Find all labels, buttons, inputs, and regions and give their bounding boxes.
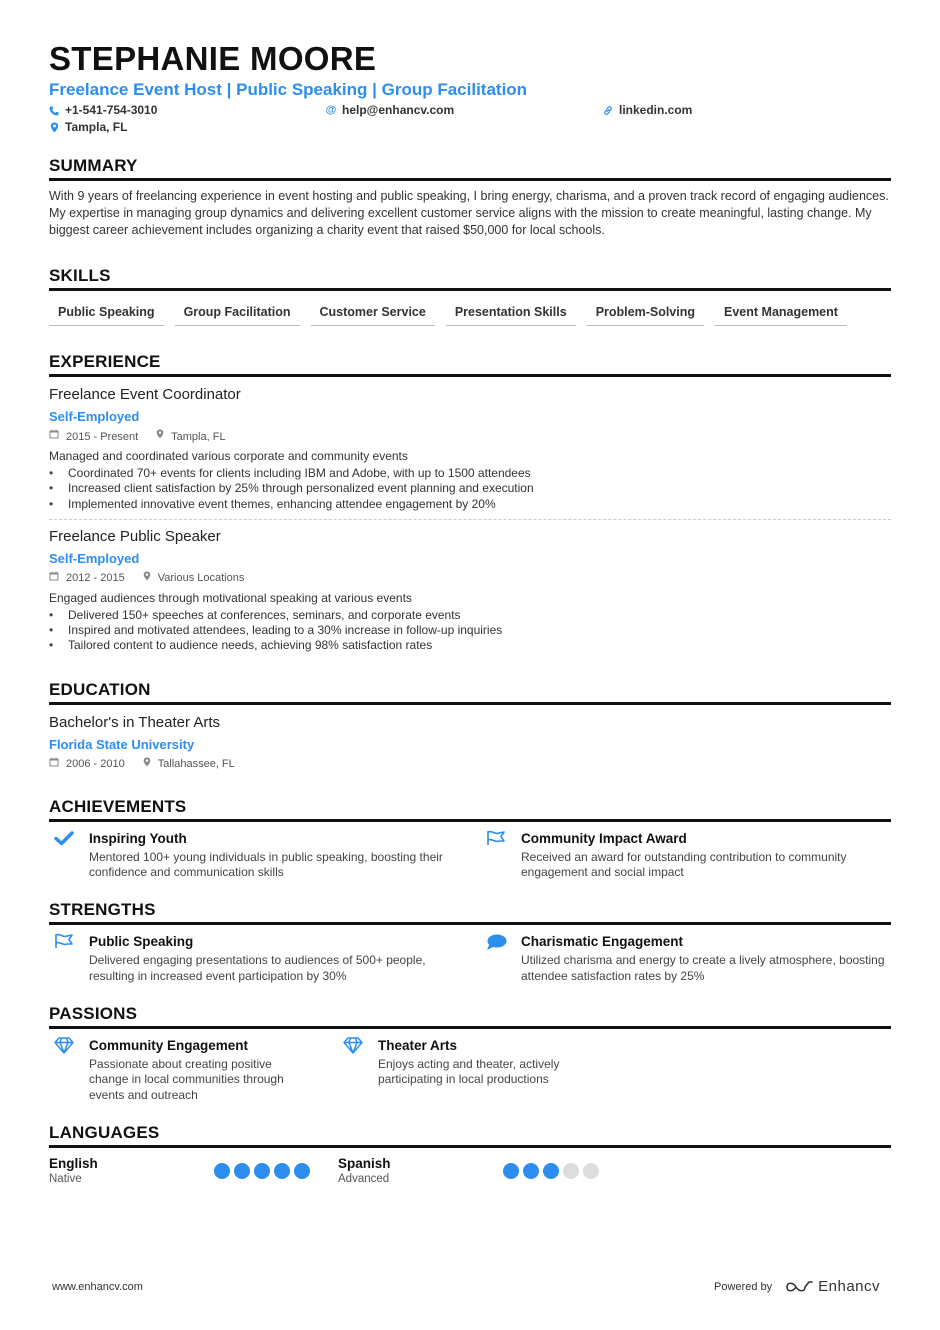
language-level: Native	[49, 1172, 82, 1185]
at-icon: @	[325, 104, 337, 116]
education-heading: EDUCATION	[49, 680, 891, 705]
skills-heading: SKILLS	[49, 266, 891, 291]
achievements-heading: ACHIEVEMENTS	[49, 797, 891, 822]
email-text[interactable]: help@enhancv.com	[342, 103, 455, 117]
checkmark-icon	[49, 830, 79, 881]
skill-tag: Presentation Skills	[446, 305, 576, 326]
education-location: Tallahassee, FL	[143, 757, 235, 772]
language-name: English	[49, 1155, 98, 1171]
job-title: Freelance Event Coordinator	[49, 386, 241, 403]
powered-by-label: Powered by	[714, 1280, 773, 1293]
phone-icon	[49, 106, 59, 116]
passion-item	[338, 1037, 598, 1103]
experience-heading: EXPERIENCE	[49, 352, 891, 377]
footer-brand	[714, 1278, 880, 1295]
strength-text: Delivered engaging presentations to audiences of 500+ people, resulting in increased event participation by 30%	[89, 953, 426, 983]
education-section	[49, 680, 891, 772]
education-entry	[49, 714, 891, 772]
language-rating	[214, 1163, 310, 1187]
skill-tag: Customer Service	[311, 305, 435, 326]
job-location: Various Locations	[143, 571, 245, 586]
passions-grid	[49, 1037, 891, 1103]
entry-divider	[49, 519, 891, 520]
location-text: Tampla, FL	[65, 120, 128, 134]
education-meta	[49, 757, 891, 772]
strengths-heading: STRENGTHS	[49, 900, 891, 925]
rating-dot-filled	[523, 1163, 539, 1179]
contact-linkedin[interactable]	[603, 102, 692, 119]
degree-title: Bachelor's in Theater Arts	[49, 713, 221, 731]
rating-dot-filled	[503, 1163, 519, 1179]
strength-title: Public Speaking	[89, 934, 194, 950]
candidate-headline: Freelance Event Host | Public Speaking | Group Facilitation	[49, 80, 528, 99]
enhancv-logo-mark	[784, 1279, 814, 1295]
strengths-grid	[49, 933, 891, 984]
job-bullet: • Delivered 150+ speeches at conferences, seminars, and corporate events	[49, 608, 891, 623]
rating-dot-empty	[563, 1163, 579, 1179]
rating-dot-filled	[254, 1163, 270, 1179]
rating-dot-filled	[274, 1163, 290, 1179]
skills-list	[49, 305, 891, 326]
calendar-icon	[49, 571, 59, 586]
job-company: Self-Employed	[49, 409, 140, 424]
flag-icon	[49, 933, 79, 984]
experience-section	[49, 352, 891, 654]
link-icon	[603, 105, 613, 116]
page-footer	[52, 1278, 880, 1295]
skill-tag: Event Management	[715, 305, 847, 326]
location-pin-icon	[156, 429, 164, 444]
job-bullet: • Implemented innovative event themes, enhancing attendee engagement by 20%	[49, 497, 891, 512]
job-meta	[49, 571, 891, 586]
achievements-grid	[49, 830, 891, 881]
job-bullets	[49, 466, 891, 512]
rating-dot-filled	[234, 1163, 250, 1179]
language-item	[338, 1156, 627, 1187]
skill-tag: Problem-Solving	[587, 305, 704, 326]
strengths-section	[49, 900, 891, 984]
footer-url[interactable]: www.enhancv.com	[52, 1280, 143, 1293]
achievements-section	[49, 797, 891, 881]
achievement-title: Community Impact Award	[521, 830, 687, 846]
education-dates: 2006 - 2010	[49, 757, 125, 772]
diamond-icon	[338, 1037, 368, 1103]
calendar-icon	[49, 757, 59, 772]
contact-row	[49, 102, 891, 119]
job-bullet: • Inspired and motivated attendees, leading to a 30% increase in follow-up inquiries	[49, 623, 891, 638]
summary-section	[49, 156, 891, 239]
language-name: Spanish	[338, 1155, 391, 1171]
languages-section	[49, 1123, 891, 1187]
languages-heading: LANGUAGES	[49, 1123, 891, 1148]
job-entry	[49, 386, 891, 512]
contact-phone	[49, 102, 326, 119]
achievement-text: Mentored 100+ young individuals in public speaking, boosting their confidence and communication skills	[89, 849, 443, 880]
job-location: Tampla, FL	[156, 429, 225, 444]
achievement-title: Inspiring Youth	[89, 830, 187, 846]
linkedin-text[interactable]: linkedin.com	[619, 103, 693, 117]
passions-section	[49, 1004, 891, 1103]
rating-dot-filled	[294, 1163, 310, 1179]
contact-email[interactable]	[326, 102, 603, 119]
passion-text: Enjoys acting and theater, actively participating in local productions	[378, 1056, 560, 1087]
skills-section	[49, 266, 891, 326]
language-rating	[503, 1163, 599, 1187]
job-meta	[49, 429, 891, 444]
skill-tag: Public Speaking	[49, 305, 164, 326]
passion-item	[49, 1037, 338, 1103]
job-entry	[49, 528, 891, 654]
languages-list	[49, 1156, 891, 1187]
job-company: Self-Employed	[49, 550, 140, 566]
location-pin-icon	[49, 122, 59, 133]
strength-title: Charismatic Engagement	[521, 934, 684, 950]
calendar-icon	[49, 429, 59, 444]
rating-dot-filled	[214, 1163, 230, 1179]
rating-dot-empty	[583, 1163, 599, 1179]
summary-text: With 9 years of freelancing experience in event hosting and public speaking, I bring energy, charisma, and a proven track record of engaging audiences. My expertise in managing group dynamics and delivering excellent customer service aligns with the mission to create meaningful, lasting change. My biggest career achievement includes organizing a charity event that raised $50,000 for local schools.	[49, 189, 889, 237]
achievement-item	[49, 830, 481, 881]
speech-bubble-icon	[481, 933, 511, 984]
passions-heading: PASSIONS	[49, 1004, 891, 1029]
candidate-name: STEPHANIE MOORE	[49, 40, 377, 77]
skill-tag: Group Facilitation	[175, 305, 300, 326]
achievement-text: Received an award for outstanding contribution to community engagement and social impact	[521, 849, 847, 880]
job-dates: 2015 - Present	[49, 429, 138, 444]
passion-title: Community Engagement	[89, 1037, 249, 1053]
job-bullet: • Increased client satisfaction by 25% through personalized event planning and execution	[49, 481, 891, 496]
job-bullet: • Tailored content to audience needs, achieving 98% satisfaction rates	[49, 638, 891, 653]
passion-title: Theater Arts	[378, 1037, 458, 1053]
passion-text: Passionate about creating positive change in local communities through events and outreach	[89, 1056, 284, 1102]
flag-icon	[481, 830, 511, 881]
job-bullet: • Coordinated 70+ events for clients including IBM and Adobe, with up to 1500 attendees	[49, 466, 891, 481]
phone-text: +1-541-754-3010	[65, 103, 158, 117]
diamond-icon	[49, 1037, 79, 1103]
job-dates: 2012 - 2015	[49, 571, 125, 586]
strength-item	[49, 933, 481, 984]
enhancv-logo-text: Enhancv	[818, 1278, 880, 1295]
achievement-item	[481, 830, 891, 881]
enhancv-logo	[784, 1278, 880, 1295]
job-description: Engaged audiences through motivational speaking at various events	[49, 590, 412, 605]
location-pin-icon	[143, 757, 151, 772]
rating-dot-filled	[543, 1163, 559, 1179]
strength-item	[481, 933, 891, 984]
contact-location	[49, 119, 127, 136]
job-title: Freelance Public Speaker	[49, 527, 221, 545]
school-name: Florida State University	[49, 736, 195, 752]
contact-row-2	[49, 119, 891, 136]
resume-page	[49, 40, 891, 1187]
job-bullets	[49, 608, 891, 654]
summary-heading: SUMMARY	[49, 156, 891, 181]
language-item	[49, 1156, 338, 1187]
strength-text: Utilized charisma and energy to create a lively atmosphere, boosting attendee satisfaction rates by 25%	[521, 953, 885, 983]
location-pin-icon	[143, 571, 151, 586]
job-description: Managed and coordinated various corporate and community events	[49, 449, 408, 463]
language-level: Advanced	[338, 1172, 390, 1185]
